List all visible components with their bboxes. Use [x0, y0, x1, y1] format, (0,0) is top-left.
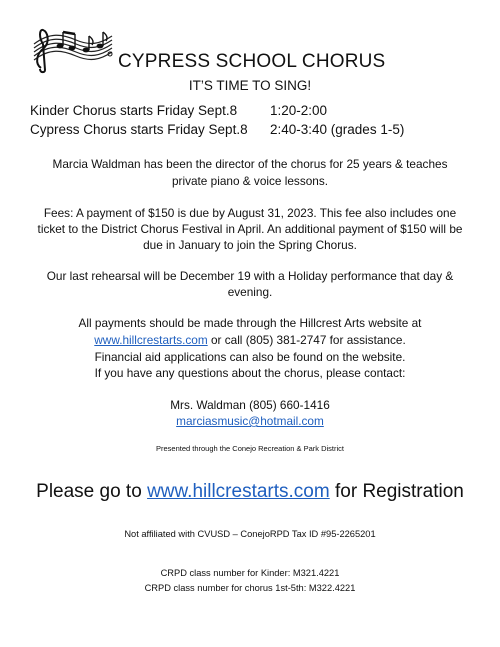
contact-email-row: [0, 413, 500, 430]
registration-suffix: for Registration: [329, 481, 464, 502]
director-line-2: private piano & voice lessons.: [171, 174, 329, 188]
schedule-kinder-name: Kinder Chorus starts Friday Sept.8: [30, 103, 238, 118]
class-number-kinder: CRPD class number for Kinder: M321.4221: [160, 568, 340, 578]
page-subtitle: IT’S TIME TO SING!: [188, 78, 312, 93]
rehearsal-line-1: Our last rehearsal will be December 19 with a Holiday performance that day &: [46, 269, 454, 283]
affiliation-note: Not affiliated with CVUSD – ConejoRPD Tax ID #95-2265201: [124, 529, 376, 539]
contact-email-link[interactable]: marciasmusic@hotmail.com: [176, 414, 324, 428]
rehearsal-line-2: evening.: [227, 285, 273, 299]
schedule-kinder-time: 1:20-2:00: [270, 103, 328, 118]
fees-line-2: ticket to the District Chorus Festival in April. An additional payment of $150 will be: [37, 222, 463, 236]
registration-prefix: Please go to: [36, 481, 148, 502]
payments-line-4: If you have any questions about the chorus, please contact:: [94, 366, 406, 380]
fees-line-1: Fees: A payment of $150 is due by August 31, 2023. This fee also includes one: [43, 206, 457, 220]
payments-line-3: Financial aid applications can also be found on the website.: [94, 350, 406, 364]
page-title: CYPRESS SCHOOL CHORUS: [118, 51, 386, 72]
class-number-chorus: CRPD class number for chorus 1st-5th: M322.4221: [144, 583, 356, 593]
music-notes-icon: [32, 24, 114, 74]
registration-link[interactable]: www.hillcrestarts.com: [147, 481, 330, 502]
payments-line-2: [0, 332, 500, 349]
schedule-cypress-name: Cypress Chorus starts Friday Sept.8: [30, 122, 248, 137]
payments-line-1: All payments should be made through the Hillcrest Arts website at: [78, 316, 422, 330]
schedule-cypress-time: 2:40-3:40 (grades 1-5): [270, 122, 405, 137]
hillcrest-link[interactable]: www.hillcrestarts.com: [94, 333, 208, 347]
fees-line-3: due in January to join the Spring Chorus.: [143, 238, 357, 252]
payments-line-2-text: or call (805) 381-2747 for assistance.: [207, 333, 406, 347]
presented-note: Presented through the Conejo Recreation & Park District: [155, 444, 344, 453]
director-line-1: Marcia Waldman has been the director of the chorus for 25 years & teaches: [52, 157, 448, 171]
contact-name-phone: Mrs. Waldman (805) 660-1416: [170, 398, 330, 412]
registration-line: [0, 481, 500, 503]
